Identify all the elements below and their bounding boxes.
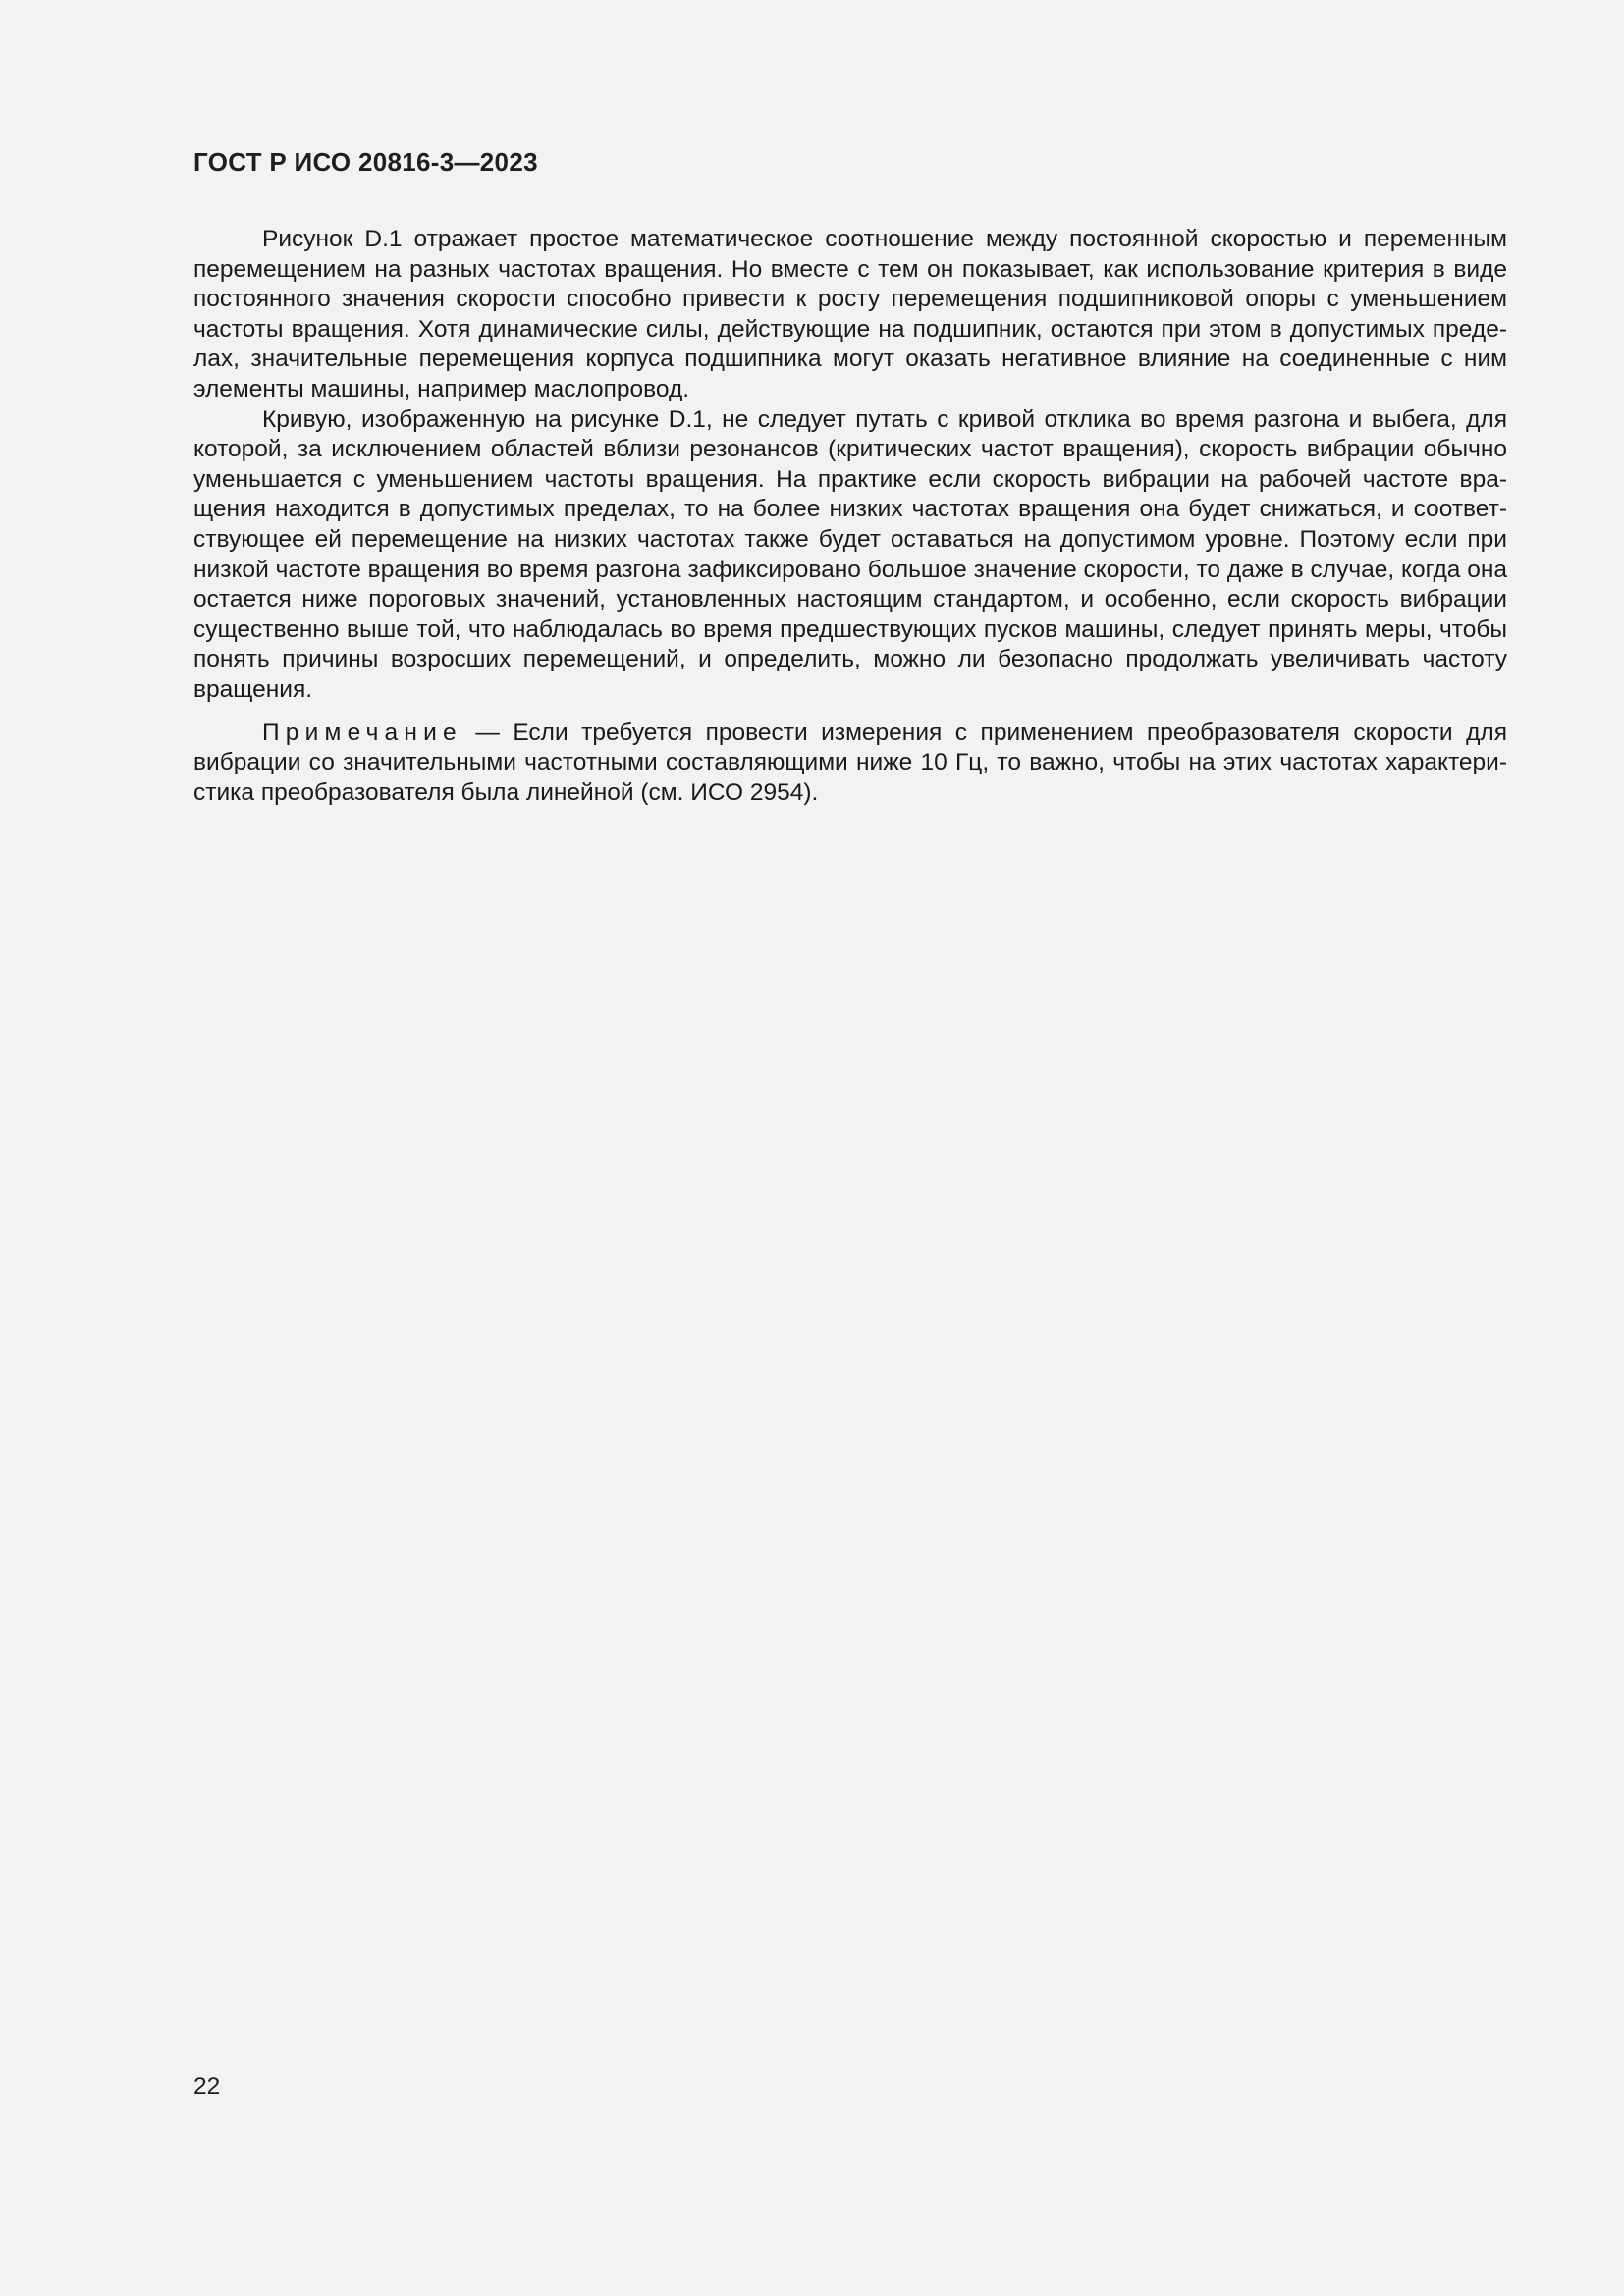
paragraph: Кривую, изображенную на рисунке D.1, не следует путать с кривой отклика во время разгона и выбега, для которой, за исключением областей вблизи резонансов (критических частот вращения), скорость вибрации обычно уменьшается с уменьшением частоты вращения. На практике если скорость вибрации на рабочей частоте вращения находится в допустимых пределах, то на более низких частотах вращения она будет снижаться, и соответствующее ей перемещение на низких частотах также будет оставаться на допустимом уровне. Поэтому если при низкой частоте вращения во время разгона зафиксировано большое значение скорости, то даже в случае, когда она остается ниже пороговых значений, установленных настоящим стандартом, и особенно, если скорость вибрации существенно выше той, что наблюдалась во время предшествующих пусков машины, следует принять меры, чтобы понять причины возросших перемещений, и определить, можно ли безопасно продолжать увеличивать частоту вращения. xyxy=(193,405,1507,703)
note-paragraph xyxy=(193,719,1507,809)
standard-designation: ГОСТ Р ИСО 20816-3—2023 xyxy=(193,147,538,177)
note-label: Примечание xyxy=(262,719,462,746)
note-text: — Если требуется провести измерения с применением преобразователя скорости для вибрации со значительными частотными составляющими ниже 10 Гц, то важно, чтобы на этих частотах характеристика преобразователя была линейной (см. ИСО 2954). xyxy=(193,719,1507,806)
paragraph: Рисунок D.1 отражает простое математическое соотношение между постоянной скоростью и переменным перемещением на разных частотах вращения. Но вместе с тем он показывает, как использование критерия в виде постоянного значения скорости способно привести к росту перемещения подшипниковой опоры с уменьшением частоты вращения. Хотя динамические силы, действующие на подшипник, остаются при этом в допустимых пределах, значительные перемещения корпуса подшипника могут оказать негативное влияние на соединенные с ним элементы машины, например маслопровод. xyxy=(193,226,1507,402)
document-body xyxy=(193,225,1507,808)
page-number: 22 xyxy=(193,2073,221,2100)
